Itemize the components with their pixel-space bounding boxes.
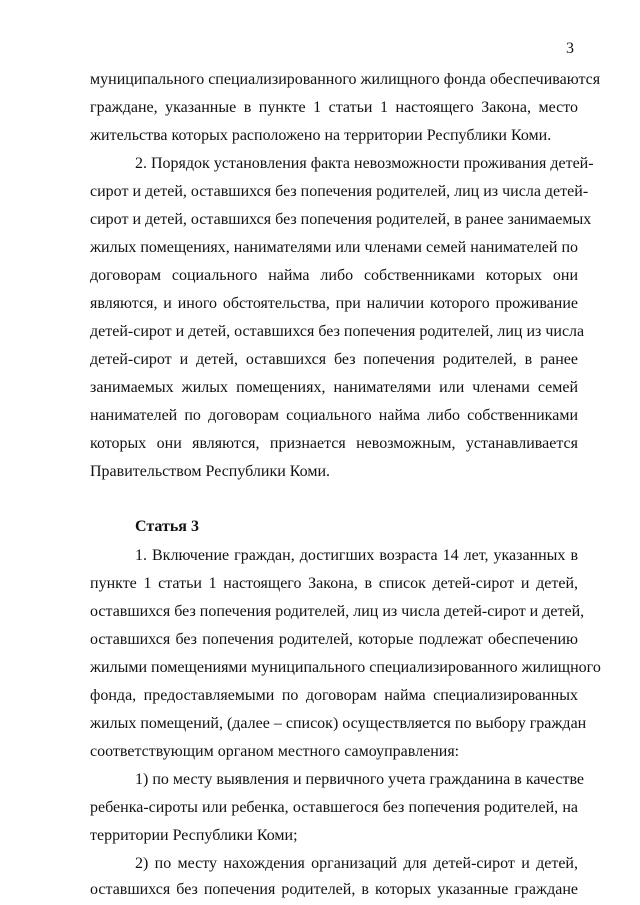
text-line: являются, и иного обстоятельства, при наличии которого проживание	[90, 295, 578, 312]
text-line: жилыми помещениями муниципального специализированного жилищного	[90, 659, 601, 676]
text-line: нанимателей по договорам социального найма либо собственниками	[90, 407, 578, 424]
text-line: сирот и детей, оставшихся без попечения родителей, в ранее занимаемых	[90, 211, 592, 228]
paragraph-first-line: 2. Порядок установления факта невозможности проживания детей-	[135, 155, 594, 172]
text-line: оставшихся без попечения родителей, лиц из числа детей-сирот и детей,	[90, 603, 585, 620]
text-line: детей-сирот и детей, оставшихся без попечения родителей, лиц из числа	[90, 323, 585, 340]
text-line: жилых помещений, (далее – список) осуществляется по выбору граждан	[90, 715, 587, 732]
article-heading: Статья 3	[135, 518, 199, 535]
text-line: территории Республики Коми;	[90, 827, 298, 844]
text-line: которых они являются, признается невозможным, устанавливается	[90, 435, 578, 452]
paragraph-first-line: 1. Включение граждан, достигших возраста 14 лет, указанных в	[135, 547, 578, 564]
text-line: занимаемых жилых помещениях, нанимателями или членами семей	[90, 379, 578, 396]
text-line: ребенка-сироты или ребенка, оставшегося без попечения родителей, на	[90, 799, 578, 816]
text-line: Правительством Республики Коми.	[90, 463, 331, 480]
text-line: граждане, указанные в пункте 1 статьи 1 настоящего Закона, место	[90, 99, 578, 116]
text-line: оставшихся без попечения родителей, в которых указанные граждане	[90, 881, 578, 898]
list-item-first-line: 2) по месту нахождения организаций для детей-сирот и детей,	[135, 855, 578, 872]
text-line: пункте 1 статьи 1 настоящего Закона, в список детей-сирот и детей,	[90, 575, 578, 592]
text-line: детей-сирот и детей, оставшихся без попечения родителей, в ранее	[90, 351, 578, 368]
text-line: оставшихся без попечения родителей, которые подлежат обеспечению	[90, 631, 578, 648]
text-line: соответствующим органом местного самоуправления:	[90, 743, 460, 760]
text-line: сирот и детей, оставшихся без попечения родителей, лиц из числа детей-	[90, 183, 589, 200]
text-line: жительства которых расположено на территории Республики Коми.	[90, 127, 552, 144]
text-line: муниципального специализированного жилищного фонда обеспечиваются	[90, 71, 601, 88]
text-line: жилых помещениях, нанимателями или членами семей нанимателей по	[90, 239, 578, 256]
list-item-first-line: 1) по месту выявления и первичного учета гражданина в качестве	[135, 771, 585, 788]
text-line: фонда, предоставляемыми по договорам найма специализированных	[90, 687, 578, 704]
text-line: договорам социального найма либо собственниками которых они	[90, 267, 578, 284]
page-number: 3	[566, 40, 574, 57]
